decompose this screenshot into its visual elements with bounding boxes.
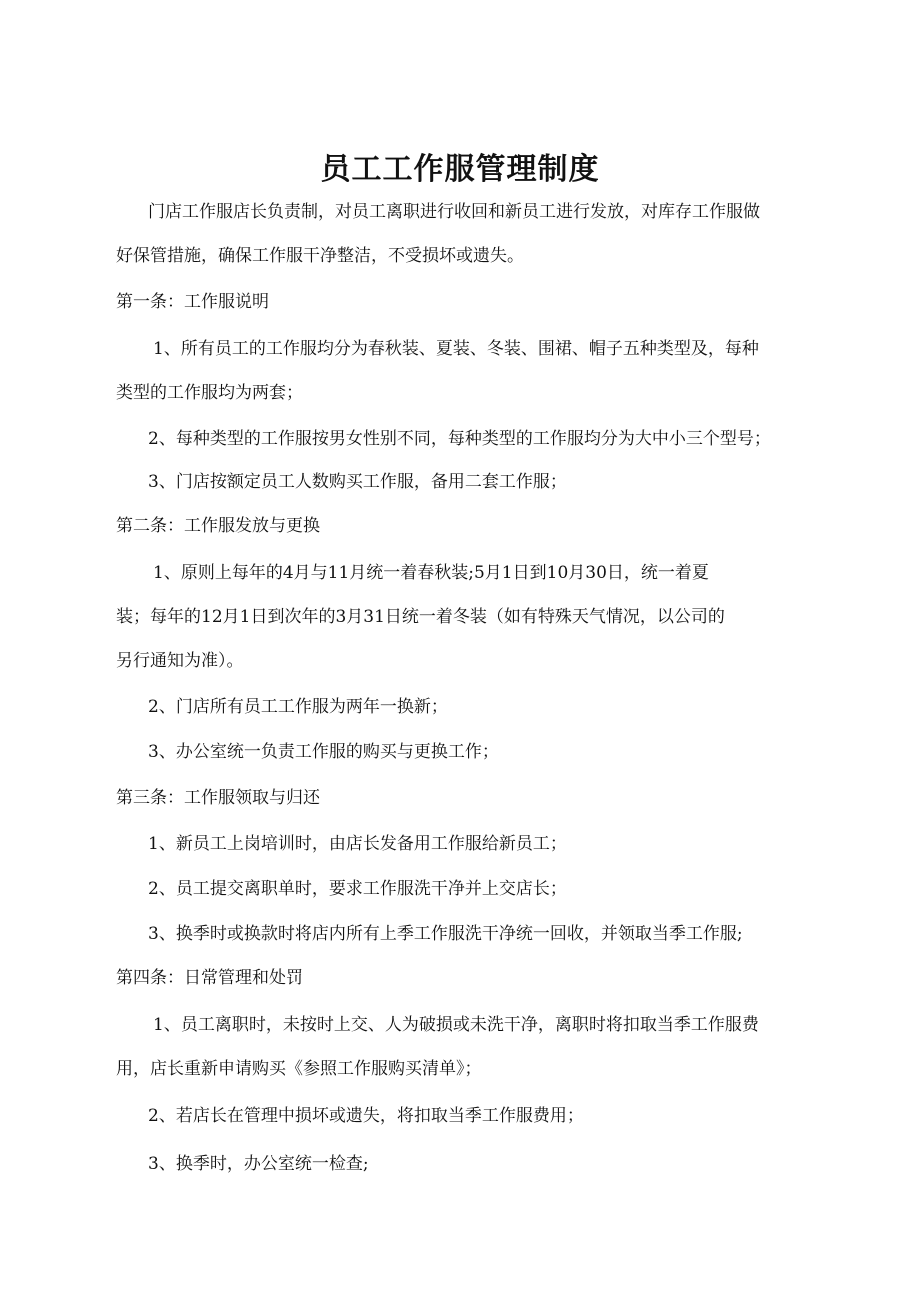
clause-line: 3、办公室统一负责工作服的购买与更换工作； <box>148 742 499 762</box>
clause-line: 3、换季时或换款时将店内所有上季工作服洗干净统一回收，并领取当季工作服; <box>148 924 743 944</box>
document-title: 员工工作服管理制度 <box>320 152 600 188</box>
clause-line: 3、门店按额定员工人数购买工作服，备用二套工作服； <box>148 472 567 492</box>
clause-line: 1、员工离职时，未按时上交、人为破损或未洗干净，离职时将扣取当季工作服费 <box>153 1015 759 1035</box>
section-heading: 第二条：工作服发放与更换 <box>116 516 320 536</box>
clause-line: 用，店长重新申请购买《参照工作服购买清单》； <box>116 1059 482 1079</box>
clause-line: 3、换季时，办公室统一检查; <box>148 1154 369 1174</box>
section-heading: 第三条：工作服领取与归还 <box>116 788 320 808</box>
clause-line: 2、每种类型的工作服按男女性别不同，每种类型的工作服均分为大中小三个型号； <box>148 429 771 449</box>
clause-line: 1、原则上每年的4月与11月统一着春秋装;5月1日到10月30日，统一着夏 <box>153 563 709 583</box>
clause-line: 2、员工提交离职单时，要求工作服洗干净并上交店长； <box>148 879 567 899</box>
intro-line: 好保管措施，确保工作服干净整洁，不受损坏或遗失。 <box>116 246 524 266</box>
clause-line: 另行通知为准）。 <box>116 651 244 671</box>
clause-line: 1、新员工上岗培训时，由店长发备用工作服给新员工； <box>148 834 567 854</box>
clause-line: 2、门店所有员工工作服为两年一换新； <box>148 697 448 717</box>
clause-line: 1、所有员工的工作服均分为春秋装、夏装、冬装、围裙、帽子五种类型及，每种 <box>153 339 759 359</box>
clause-line: 装；每年的12月1日到次年的3月31日统一着冬装（如有特殊天气情况，以公司的 <box>116 607 725 627</box>
intro-line: 门店工作服店长负责制，对员工离职进行收回和新员工进行发放，对库存工作服做 <box>148 202 760 222</box>
clause-line: 类型的工作服均为两套； <box>116 383 303 403</box>
clause-line: 2、若店长在管理中损坏或遗失，将扣取当季工作服费用； <box>148 1106 584 1126</box>
section-heading: 第一条：工作服说明 <box>116 292 269 312</box>
section-heading: 第四条：日常管理和处罚 <box>116 968 303 988</box>
